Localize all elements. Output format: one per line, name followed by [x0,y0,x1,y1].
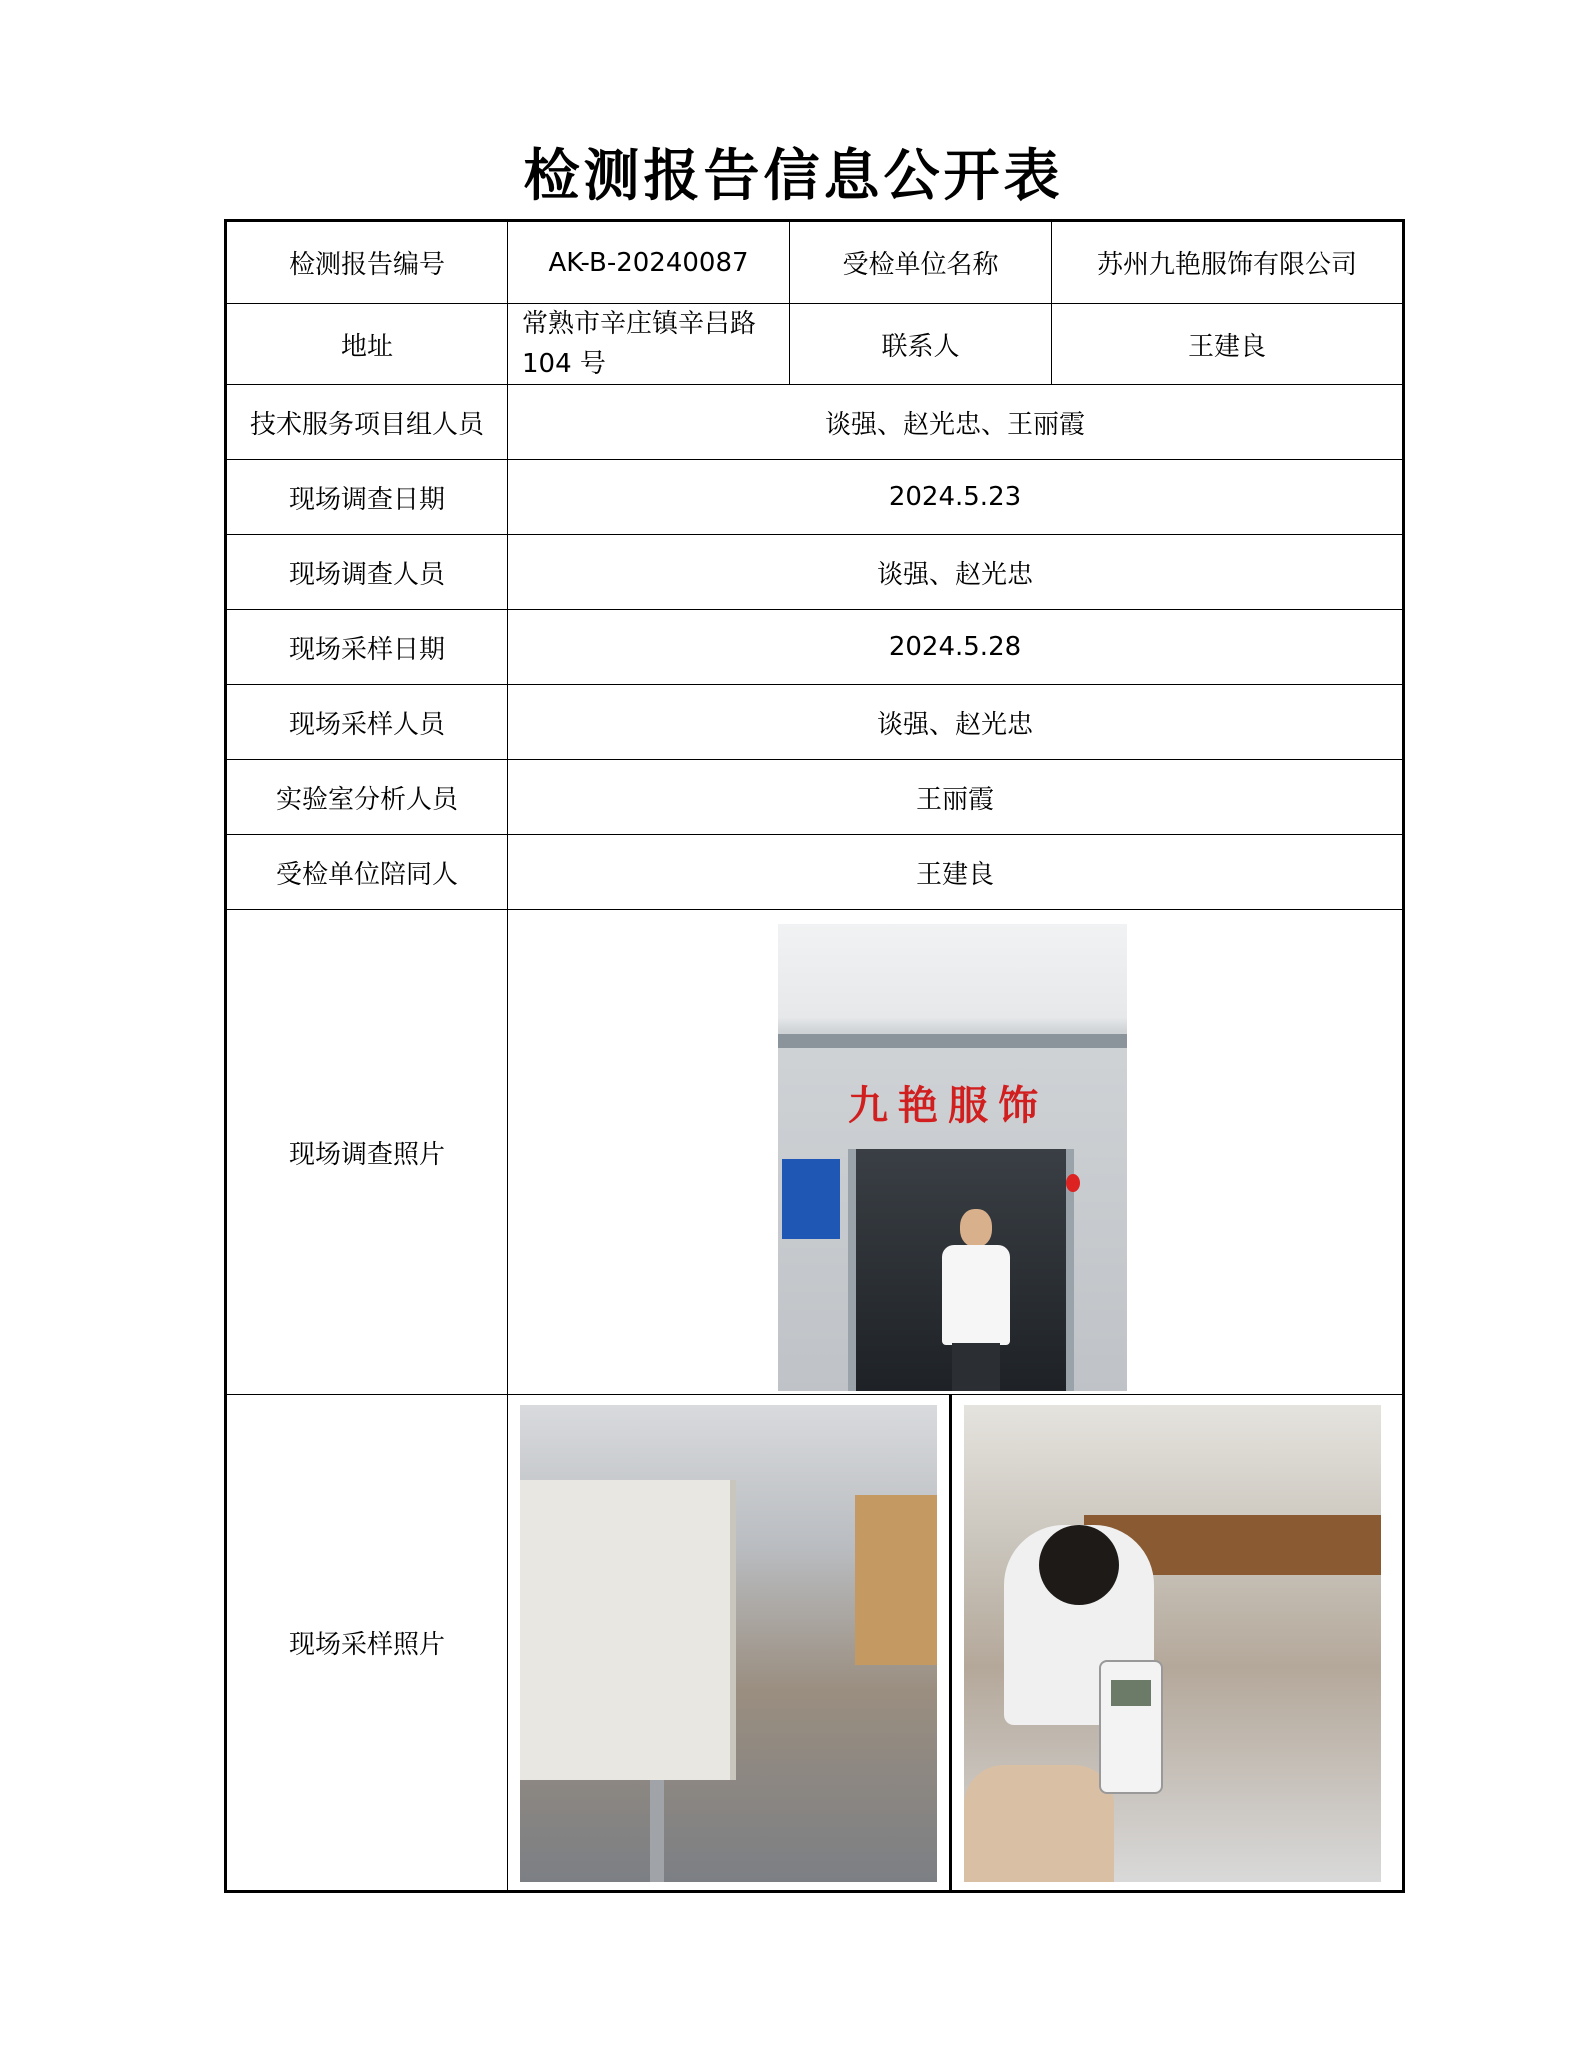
survey-staff-label: 现场调查人员 [226,535,508,610]
carton-box [855,1495,937,1665]
person-figure [938,1209,1014,1391]
table-row [226,1395,1404,1892]
noise-measurement-photo [964,1405,1381,1882]
survey-staff-value: 谈强、赵光忠 [508,535,1404,610]
unit-name-label: 受检单位名称 [790,221,1052,304]
contact-label: 联系人 [790,304,1052,385]
person-head [960,1209,992,1247]
survey-date-label: 现场调查日期 [226,460,508,535]
report-table [224,219,1405,1893]
no-smoking-sign [1066,1174,1080,1192]
table-row [226,610,1404,685]
sampling-photo-label: 现场采样照片 [226,1395,508,1892]
storefront-sign: 九艳服饰 [848,1082,1048,1129]
meter-screen [1111,1680,1151,1706]
table-row [226,910,1404,1395]
sound-level-meter [1099,1660,1163,1794]
notice-poster [782,1159,840,1239]
sampling-date-label: 现场采样日期 [226,610,508,685]
worker-hair [1039,1525,1119,1605]
table-row [226,835,1404,910]
storefront-photo [778,924,1127,1391]
team-value: 谈强、赵光忠、王丽霞 [508,385,1404,460]
tripod [650,1780,664,1882]
unit-name-value: 苏州九艳服饰有限公司 [1052,221,1404,304]
table-row [226,221,1404,304]
sampling-equipment-photo [520,1405,937,1882]
survey-photo-label: 现场调查照片 [226,910,508,1395]
person-shirt [942,1245,1010,1345]
table-row [226,385,1404,460]
lab-staff-value: 王丽霞 [508,760,1404,835]
table-row [226,460,1404,535]
sampling-photo-cell [508,1395,1404,1892]
page-title: 检测报告信息公开表 [523,144,1064,209]
table-row [226,304,1404,385]
hand [964,1765,1114,1882]
table-row [226,535,1404,610]
escort-value: 王建良 [508,835,1404,910]
sampling-staff-label: 现场采样人员 [226,685,508,760]
address-value: 常熟市辛庄镇辛吕路 104 号 [508,304,790,385]
survey-date-value: 2024.5.23 [508,460,1404,535]
survey-photo-cell [508,910,1404,1395]
sampling-staff-value: 谈强、赵光忠 [508,685,1404,760]
team-label: 技术服务项目组人员 [226,385,508,460]
awning [778,1034,1127,1048]
person-pants [952,1343,1000,1391]
photo-divider [949,1395,952,1890]
table-row [226,685,1404,760]
lab-staff-label: 实验室分析人员 [226,760,508,835]
sampling-date-value: 2024.5.28 [508,610,1404,685]
address-label: 地址 [226,304,508,385]
report-no-value: AK-B-20240087 [508,221,790,304]
table-row [226,760,1404,835]
report-no-label: 检测报告编号 [226,221,508,304]
escort-label: 受检单位陪同人 [226,835,508,910]
sampler-box [520,1480,736,1780]
contact-value: 王建良 [1052,304,1404,385]
